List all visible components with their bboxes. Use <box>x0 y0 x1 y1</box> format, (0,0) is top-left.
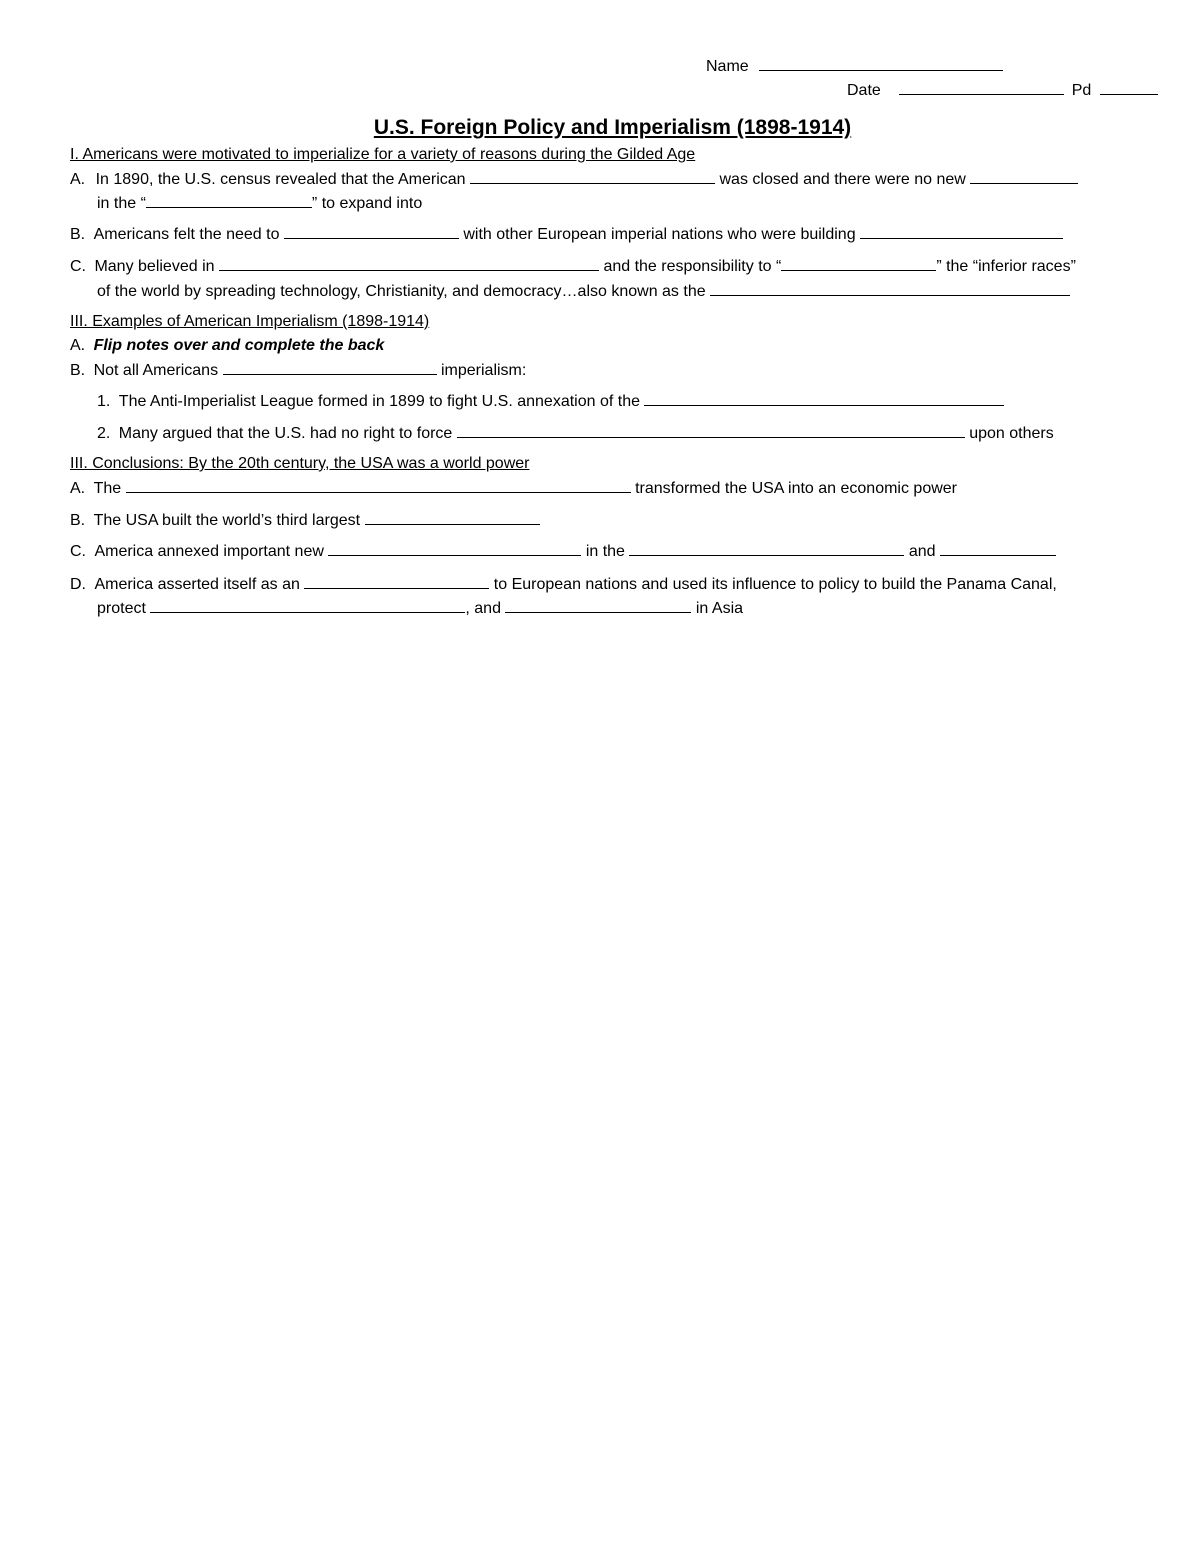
item-3a <box>70 477 957 500</box>
item-text: America annexed important new <box>94 543 324 560</box>
date-blank[interactable] <box>899 79 1064 95</box>
item-text: transformed the USA into an economic power <box>635 480 958 497</box>
period-blank[interactable] <box>1100 79 1158 95</box>
item-text: The <box>93 480 122 497</box>
item-text: and the responsibility to “ <box>603 258 782 275</box>
name-line <box>706 55 1003 78</box>
item-text: Many believed in <box>94 258 215 275</box>
answer-blank[interactable] <box>644 390 1004 406</box>
item-text: The Anti-Imperialist League formed in 1899 to fight U.S. annexation of the <box>118 393 640 410</box>
item-marker: C. <box>70 258 86 275</box>
item-marker: B. <box>70 226 86 243</box>
section-3-heading: III. Conclusions: By the 20th century, the USA was a world power <box>70 455 530 472</box>
answer-blank[interactable] <box>146 192 312 208</box>
item-text: in the “ <box>97 195 146 212</box>
answer-blank[interactable] <box>328 540 581 556</box>
item-3b <box>70 509 540 532</box>
answer-blank[interactable] <box>470 168 715 184</box>
item-text: , and <box>465 600 501 617</box>
item-1c-line-1 <box>70 255 1076 278</box>
item-marker: B. <box>70 512 86 529</box>
answer-blank[interactable] <box>505 597 691 613</box>
date-period-line <box>847 79 1158 102</box>
answer-blank[interactable] <box>860 223 1063 239</box>
item-marker: 1. <box>97 393 111 410</box>
item-text: In 1890, the U.S. census revealed that the American <box>95 171 466 188</box>
item-1a-line-1 <box>70 168 1078 191</box>
item-text: with other European imperial nations who were building <box>463 226 856 243</box>
item-1a-line-2 <box>97 192 422 215</box>
item-text: upon others <box>969 425 1054 442</box>
answer-blank[interactable] <box>223 359 437 375</box>
period-label: Pd <box>1071 82 1092 99</box>
item-text: Many argued that the U.S. had no right to force <box>118 425 453 442</box>
item-2b <box>70 359 526 382</box>
item-text: ” to expand into <box>311 195 423 212</box>
item-1c-line-2 <box>97 280 1070 303</box>
item-marker: A. <box>70 480 86 497</box>
item-text: to European nations and used its influence to policy to build the Panama Canal, <box>493 576 1057 593</box>
item-text: was closed and there were no new <box>719 171 966 188</box>
item-instruction: Flip notes over and complete the back <box>93 337 385 354</box>
section-2-heading: III. Examples of American Imperialism (1898-1914) <box>70 313 430 330</box>
item-text: The USA built the world’s third largest <box>93 512 361 529</box>
item-marker: A. <box>70 171 86 188</box>
item-2b-2 <box>97 422 1054 445</box>
name-label: Name <box>706 58 749 75</box>
answer-blank[interactable] <box>126 477 631 493</box>
item-text: of the world by spreading technology, Christianity, and democracy…also known as the <box>97 283 706 300</box>
answer-blank[interactable] <box>284 223 459 239</box>
answer-blank[interactable] <box>710 280 1070 296</box>
name-blank[interactable] <box>759 55 1003 71</box>
item-2a <box>70 335 384 357</box>
item-marker: 2. <box>97 425 111 442</box>
item-text: in the <box>585 543 625 560</box>
item-text: ” the “inferior races” <box>936 258 1076 275</box>
item-3d-line-1 <box>70 573 1057 596</box>
answer-blank[interactable] <box>150 597 465 613</box>
item-marker: D. <box>70 576 86 593</box>
item-2b-1 <box>97 390 1004 413</box>
answer-blank[interactable] <box>940 540 1056 556</box>
answer-blank[interactable] <box>970 168 1078 184</box>
item-3c <box>70 540 1056 563</box>
item-text: and <box>908 543 936 560</box>
date-label: Date <box>847 82 881 99</box>
item-text: Americans felt the need to <box>93 226 280 243</box>
section-1-heading: I. Americans were motivated to imperialize for a variety of reasons during the Gilded Age <box>70 146 696 163</box>
answer-blank[interactable] <box>457 422 965 438</box>
page-title: U.S. Foreign Policy and Imperialism (1898-1914) <box>373 116 852 139</box>
answer-blank[interactable] <box>304 573 489 589</box>
item-text: imperialism: <box>440 362 527 379</box>
item-text: America asserted itself as an <box>94 576 300 593</box>
item-marker: A. <box>70 337 86 354</box>
answer-blank[interactable] <box>219 255 599 271</box>
item-text: Not all Americans <box>93 362 219 379</box>
answer-blank[interactable] <box>365 509 540 525</box>
item-text: protect <box>97 600 146 617</box>
answer-blank[interactable] <box>781 255 936 271</box>
answer-blank[interactable] <box>629 540 904 556</box>
item-marker: B. <box>70 362 86 379</box>
item-marker: C. <box>70 543 86 560</box>
item-text: in Asia <box>695 600 744 617</box>
item-1b <box>70 223 1063 246</box>
item-3d-line-2 <box>97 597 743 620</box>
